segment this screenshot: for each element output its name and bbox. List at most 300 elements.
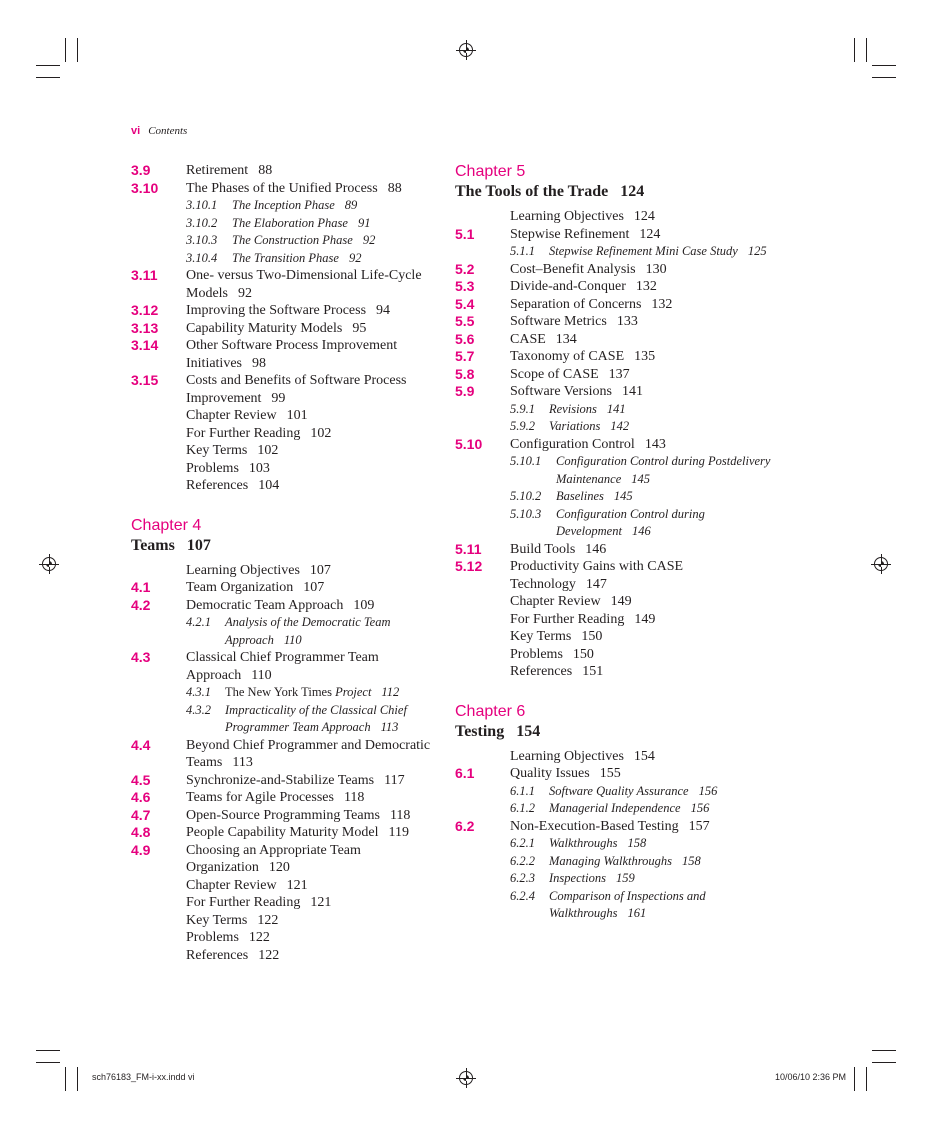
crop-mark: [36, 1062, 60, 1063]
entry-text: [510, 332, 577, 347]
toc-subentry: [131, 614, 441, 649]
toc-entry: [131, 649, 441, 684]
subentry-text: [232, 233, 375, 247]
entry-text: [186, 930, 270, 945]
entry-page: 94: [376, 303, 391, 318]
entry-title: Problems: [186, 930, 239, 945]
running-head: [131, 125, 187, 137]
toc-entry: [131, 460, 441, 478]
toc-entry: [131, 597, 441, 615]
section-number: 4.3: [131, 649, 151, 665]
toc-column-right: [455, 162, 775, 923]
entry-title: Key Terms: [510, 629, 572, 644]
subsection-number: 3.10.2: [186, 215, 218, 230]
entry-text: [186, 580, 324, 595]
toc-entry: [455, 331, 775, 349]
subentry-text: [549, 889, 706, 921]
subentry-text: [225, 685, 399, 699]
subentry-text: [225, 615, 391, 647]
entry-page: 107: [309, 562, 331, 578]
toc-entry: [131, 579, 441, 597]
crop-mark: [77, 38, 78, 62]
subentry-text: [549, 836, 646, 850]
section-number: 4.8: [131, 824, 151, 840]
toc-subentry: [455, 401, 775, 419]
toc-subentry: [455, 870, 775, 888]
entry-page: 134: [555, 331, 577, 347]
entry-page: 149: [634, 611, 656, 627]
entry-page: 143: [644, 436, 666, 452]
folio: vi: [131, 125, 141, 137]
toc-entry: [455, 226, 775, 244]
crop-mark: [36, 1050, 60, 1051]
subentry-text: [549, 871, 635, 885]
subentry-title: Project: [335, 685, 372, 699]
crop-mark: [854, 1067, 855, 1091]
subentry-page: 158: [627, 836, 647, 850]
subsection-number: 3.10.3: [186, 233, 218, 247]
toc-entry: [455, 208, 775, 226]
toc-entry: [131, 894, 441, 912]
chapter3-continued: [131, 162, 441, 495]
crop-mark: [866, 1067, 867, 1091]
toc-entry: [131, 267, 441, 302]
subentry-text: [549, 784, 717, 798]
subentry-text: [232, 198, 357, 212]
entry-text: [186, 843, 361, 876]
toc-subentry: [455, 506, 775, 541]
entry-title: References: [186, 947, 249, 963]
subentry-page: 92: [348, 250, 362, 265]
entry-title: The Phases of the Unified Process: [186, 180, 378, 196]
toc-entry: [455, 611, 775, 629]
entry-title: Productivity Gains with CASE Technology: [510, 559, 684, 592]
entry-page: 113: [232, 755, 253, 770]
section-number: 5.5: [455, 313, 475, 329]
entry-page: 110: [251, 667, 272, 683]
entry-title: People Capability Maturity Model: [186, 825, 379, 840]
toc-subentry: [131, 197, 441, 215]
entry-title: References: [186, 478, 249, 493]
toc-entry: [131, 562, 441, 580]
chapter-title-text: The Tools of the Trade: [455, 183, 609, 200]
entry-page: 150: [572, 646, 594, 662]
toc-entry: [131, 789, 441, 807]
entry-page: 124: [639, 226, 661, 242]
entry-page: 95: [352, 320, 367, 336]
entry-text: [510, 629, 602, 644]
section-number: 5.4: [455, 295, 475, 312]
toc-entry: [455, 383, 775, 401]
section-number: 5.8: [455, 365, 475, 382]
entry-text: [186, 738, 430, 771]
subentry-title: Stepwise Refinement Mini Case Study: [549, 244, 738, 258]
entry-page: 102: [310, 425, 332, 441]
subentry-text: [549, 419, 629, 433]
entry-title: Beyond Chief Programmer and Democratic Teams: [186, 737, 431, 770]
entry-text: [510, 437, 666, 452]
entry-title: Synchronize-and-Stabilize Teams: [186, 772, 375, 788]
entry-page: 141: [622, 384, 644, 399]
toc-subentry: [455, 453, 775, 488]
subentry-text: [556, 454, 770, 486]
toc-entry: [455, 296, 775, 314]
toc-entry: [131, 407, 441, 425]
section-number: 4.9: [131, 841, 151, 858]
chapter-page: 107: [186, 536, 211, 554]
toc-subentry: [131, 684, 441, 702]
subsection-number: 6.2.3: [510, 871, 535, 885]
toc-column-left: [131, 162, 441, 964]
entry-title: For Further Reading: [186, 425, 301, 441]
entry-title: Divide-and-Conquer: [510, 279, 626, 294]
entry-title: Configuration Control: [510, 436, 635, 452]
registration-mark-icon: [459, 1071, 473, 1085]
entry-page: 122: [258, 947, 280, 963]
subentry-title: Walkthroughs: [549, 836, 618, 850]
entry-page: 101: [286, 408, 308, 423]
subentry-page: 92: [362, 233, 376, 247]
entry-text: [186, 338, 397, 371]
entry-title: Cost–Benefit Analysis: [510, 261, 636, 277]
subentry-text: [549, 402, 626, 416]
toc-subentry: [131, 702, 441, 737]
section-number: 3.15: [131, 372, 159, 388]
subentry-page: 156: [698, 783, 718, 798]
entry-title: Key Terms: [186, 443, 248, 458]
chapter-label: Chapter 4: [131, 516, 202, 534]
entry-text: [186, 443, 278, 458]
entry-page: 121: [310, 895, 332, 910]
entry-text: [510, 279, 657, 294]
section-number: 5.7: [455, 348, 475, 364]
section-number: 5.11: [455, 540, 482, 557]
entry-page: 88: [258, 163, 273, 178]
toc-entry: [455, 261, 775, 279]
subsection-number: 5.9.2: [510, 419, 535, 433]
section-number: 5.6: [455, 330, 475, 347]
entry-text: [510, 297, 672, 312]
toc-entry: [131, 302, 441, 320]
entry-text: [186, 321, 366, 336]
entry-text: [510, 384, 643, 399]
subentry-page: 91: [357, 215, 371, 230]
toc-subentry: [455, 835, 775, 853]
entry-title: Choosing an Appropriate Team Organization: [186, 842, 361, 875]
entry-page: 155: [599, 766, 621, 781]
entry-text: [186, 163, 272, 178]
toc-entry: [131, 337, 441, 372]
subsection-number: 6.2.4: [510, 888, 535, 903]
entry-page: 157: [688, 818, 710, 834]
slug-left: sch76183_FM-i-xx.indd vi: [92, 1072, 195, 1082]
toc-entry: [131, 824, 441, 842]
section-number: 5.1: [455, 225, 475, 242]
entry-page: 102: [257, 443, 279, 458]
chapter6-entries: [455, 748, 775, 923]
toc-entry: [455, 348, 775, 366]
section-number: 4.5: [131, 771, 151, 788]
entry-title: Costs and Benefits of Software Process Improvement: [186, 373, 407, 406]
entry-title: Learning Objectives: [186, 562, 300, 578]
crop-mark: [65, 1067, 66, 1091]
entry-text: [186, 913, 278, 928]
toc-entry: [455, 278, 775, 296]
entry-text: [186, 303, 390, 318]
entry-title: Chapter Review: [510, 594, 601, 609]
crop-mark: [872, 65, 896, 66]
entry-text: [510, 542, 606, 557]
entry-page: 104: [258, 478, 280, 493]
toc-entry: [455, 765, 775, 783]
entry-page: 120: [268, 860, 290, 875]
entry-page: 151: [582, 664, 604, 679]
section-number: 4.2: [131, 596, 151, 613]
entry-title: Problems: [510, 646, 563, 662]
subentry-page: 112: [381, 685, 400, 699]
entry-text: [186, 790, 364, 805]
section-number: 5.9: [455, 383, 475, 399]
subsection-number: 5.9.1: [510, 401, 535, 416]
section-number: 3.12: [131, 302, 159, 318]
chapter-label: Chapter 6: [455, 702, 526, 720]
entry-text: [186, 461, 270, 476]
section-number: 3.10: [131, 179, 159, 196]
subentry-title: Variations: [549, 419, 601, 433]
section-number: 3.13: [131, 319, 159, 336]
subsection-number: 3.10.1: [186, 198, 218, 212]
slug-right: 10/06/10 2:36 PM: [774, 1072, 846, 1082]
subentry-title: Configuration Control during Development: [556, 506, 705, 538]
subsection-number: 6.2.2: [510, 853, 535, 868]
toc-entry: [455, 366, 775, 384]
entry-text: [186, 808, 410, 823]
subentry-title: The Transition Phase: [232, 250, 339, 265]
entry-title: Classical Chief Programmer Team Approach: [186, 650, 379, 683]
entry-text: [510, 227, 660, 242]
crop-mark: [872, 77, 896, 78]
section-number: 3.11: [131, 267, 158, 283]
subentry-page: 125: [747, 244, 767, 258]
running-title: Contents: [148, 125, 188, 137]
subsection-number: 5.1.1: [510, 244, 535, 258]
subentry-title: Software Quality Assurance: [549, 783, 689, 798]
entry-page: 117: [384, 772, 405, 788]
toc-entry: [131, 737, 441, 772]
crop-mark: [77, 1067, 78, 1091]
chapter-label: Chapter 5: [455, 163, 526, 180]
subentry-page: 159: [615, 871, 635, 885]
section-number: 4.4: [131, 736, 151, 753]
section-number: 5.12: [455, 558, 483, 574]
toc-entry: [455, 646, 775, 664]
entry-text: [186, 825, 409, 840]
subentry-text: [556, 489, 633, 503]
entry-title: Learning Objectives: [510, 748, 624, 764]
entry-text: [510, 367, 630, 382]
entry-title: Chapter Review: [186, 408, 277, 423]
subsection-number: 6.1.2: [510, 801, 535, 815]
entry-page: 92: [238, 285, 252, 301]
toc-entry: [131, 842, 441, 877]
subentry-title: Baselines: [556, 489, 604, 503]
toc-entry: [455, 313, 775, 331]
entry-title: Retirement: [186, 163, 249, 178]
chapter4-entries: [131, 562, 441, 965]
subentry-text: [232, 251, 361, 265]
subsection-number: 5.10.3: [510, 506, 542, 521]
crop-mark: [36, 77, 60, 78]
subentry-page: 89: [344, 198, 358, 212]
crop-mark: [65, 38, 66, 62]
crop-mark: [854, 38, 855, 62]
entry-text: [510, 262, 667, 277]
subentry-page: 110: [283, 632, 302, 647]
entry-title: Build Tools: [510, 541, 576, 557]
chapter5-entries: [455, 208, 775, 681]
toc-entry: [455, 748, 775, 766]
entry-text: [186, 895, 331, 910]
entry-title: Democratic Team Approach: [186, 597, 344, 613]
entry-page: 124: [633, 209, 655, 224]
toc-entry: [131, 442, 441, 460]
entry-text: [186, 773, 405, 788]
entry-text: [510, 647, 594, 662]
toc-subentry: [455, 800, 775, 818]
entry-text: [510, 612, 655, 627]
entry-text: [510, 559, 683, 592]
subentry-title: Configuration Control during Postdelivery Maintenance: [556, 454, 771, 486]
entry-title: Learning Objectives: [510, 209, 624, 224]
entry-page: 119: [388, 825, 409, 840]
chapter-page: 154: [516, 722, 541, 740]
entry-text: [186, 268, 422, 301]
subentry-title: The Construction Phase: [232, 233, 353, 247]
entry-text: [510, 664, 603, 679]
entry-title: Stepwise Refinement: [510, 226, 630, 242]
subentry-title: The Inception Phase: [232, 198, 335, 212]
subsection-number: 4.2.1: [186, 615, 211, 629]
toc-entry: [131, 477, 441, 495]
chapter-title-text: Testing: [455, 722, 505, 740]
subentry-title: Analysis of the Democratic Team Approach: [225, 615, 391, 647]
subentry-title: The Elaboration Phase: [232, 215, 348, 230]
registration-mark-icon: [459, 43, 473, 57]
toc-subentry: [131, 215, 441, 233]
entry-page: 99: [271, 390, 286, 406]
toc-entry: [455, 628, 775, 646]
toc-entry: [131, 320, 441, 338]
section-number: 6.1: [455, 765, 475, 781]
subentry-title: Revisions: [549, 401, 597, 416]
chapter-title: [131, 536, 441, 556]
section-number: 6.2: [455, 817, 475, 834]
entry-title: Capability Maturity Models: [186, 320, 343, 336]
toc-entry: [455, 541, 775, 559]
entry-page: 133: [616, 314, 638, 329]
toc-entry: [131, 772, 441, 790]
subentry-page: 145: [613, 489, 633, 503]
subsection-number: 4.3.2: [186, 702, 211, 717]
toc-subentry: [131, 232, 441, 250]
toc-entry: [455, 818, 775, 836]
entry-page: 147: [585, 576, 607, 592]
subsection-number: 5.10.2: [510, 489, 542, 503]
subentry-text: [232, 216, 370, 230]
subentry-page: 156: [690, 801, 710, 815]
chapter-title-text: Teams: [131, 536, 175, 554]
subentry-page: 141: [606, 401, 626, 416]
subentry-page: 142: [610, 419, 630, 433]
entry-text: [186, 408, 308, 423]
entry-title: Software Metrics: [510, 314, 607, 329]
entry-page: 149: [610, 594, 632, 609]
toc-entry: [131, 912, 441, 930]
subentry-title: Inspections: [549, 871, 606, 885]
toc-subentry: [455, 783, 775, 801]
entry-title: For Further Reading: [510, 611, 625, 627]
toc-subentry: [455, 488, 775, 506]
subsection-number: 6.1.1: [510, 783, 535, 798]
entry-text: [186, 181, 402, 196]
registration-mark-icon: [874, 557, 888, 571]
section-number: 3.14: [131, 337, 159, 353]
entry-page: 122: [257, 912, 279, 928]
chapter-title: [455, 182, 775, 202]
entry-page: 132: [635, 279, 657, 294]
toc-entry: [131, 877, 441, 895]
toc-entry: [455, 593, 775, 611]
toc-entry: [455, 663, 775, 681]
section-number: 5.3: [455, 278, 475, 294]
entry-title: Separation of Concerns: [510, 296, 642, 312]
entry-page: 135: [634, 349, 656, 364]
subentry-text: [549, 854, 701, 868]
toc-entry: [131, 425, 441, 443]
toc-subentry: [455, 418, 775, 436]
entry-title: Team Organization: [186, 580, 294, 595]
crop-mark: [872, 1062, 896, 1063]
subentry-text: [549, 244, 767, 258]
toc-subentry: [131, 250, 441, 268]
entry-title: Open-Source Programming Teams: [186, 807, 380, 823]
entry-text: [186, 948, 279, 963]
subentry-page: 145: [631, 471, 651, 486]
entry-page: 98: [252, 355, 266, 371]
subentry-page: 158: [682, 853, 701, 868]
entry-text: [510, 209, 655, 224]
toc-entry: [455, 436, 775, 454]
entry-title: Key Terms: [186, 912, 248, 928]
subsection-number: 4.3.1: [186, 685, 211, 699]
crop-mark: [36, 65, 60, 66]
entry-page: 132: [651, 296, 673, 312]
subentry-text: [549, 801, 709, 815]
entry-title: For Further Reading: [186, 895, 301, 910]
entry-title: Improving the Software Process: [186, 303, 367, 318]
entry-title: Teams for Agile Processes: [186, 790, 334, 805]
entry-text: [186, 598, 374, 613]
subsection-number: 5.10.1: [510, 454, 542, 468]
toc-entry: [131, 947, 441, 965]
entry-page: 88: [387, 180, 402, 196]
toc-subentry: [455, 243, 775, 261]
entry-title: Quality Issues: [510, 766, 590, 781]
entry-title: One- versus Two-Dimensional Life-Cycle Models: [186, 268, 422, 301]
entry-page: 118: [389, 807, 411, 823]
toc-subentry: [455, 888, 775, 923]
subentry-page: 146: [631, 524, 651, 538]
